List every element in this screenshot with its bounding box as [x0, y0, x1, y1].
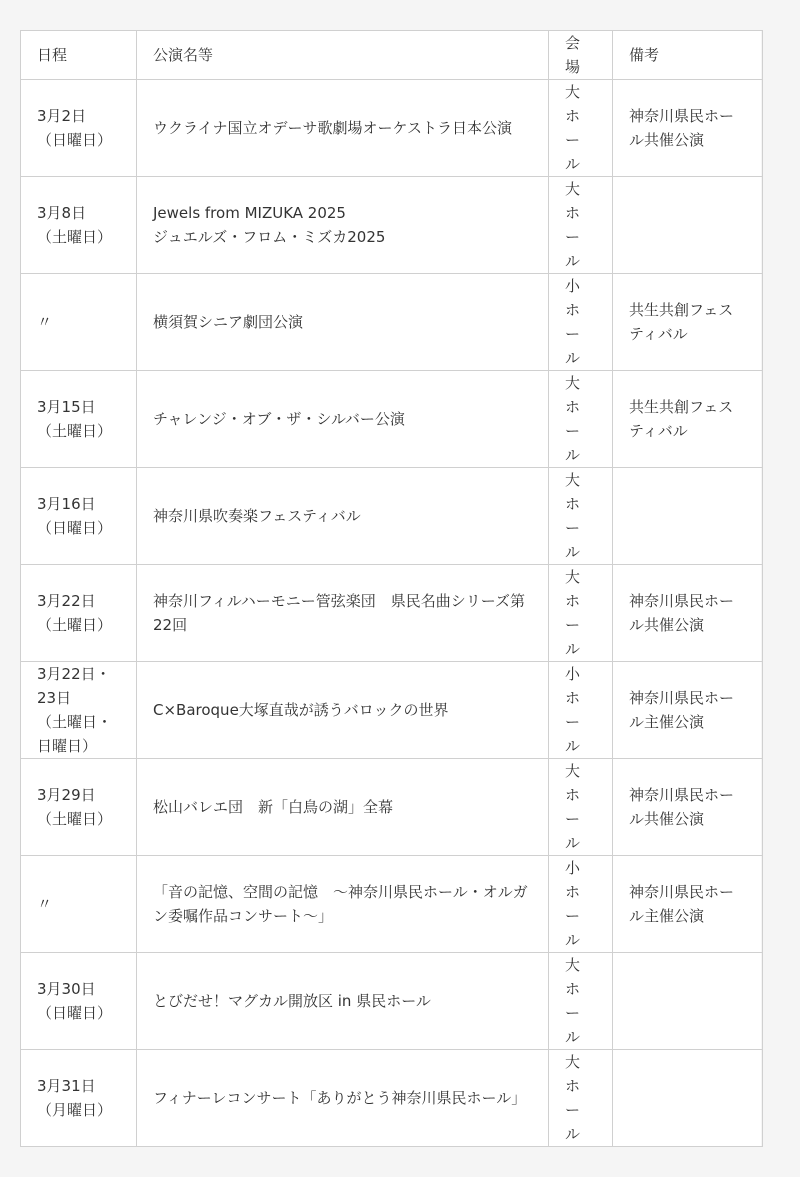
- cell-date: 〃: [37, 313, 53, 331]
- cell-date: 3月8日 （土曜日）: [37, 204, 113, 246]
- cell-notes: 神奈川県民ホール主催公演: [629, 689, 735, 731]
- cell-notes: 神奈川県民ホール共催公演: [629, 592, 735, 634]
- table-row: [21, 856, 763, 953]
- table-row: [21, 662, 763, 759]
- cell-date: 3月22日 （土曜日）: [37, 592, 113, 634]
- cell-venue: 大ホール: [565, 471, 581, 561]
- table-row: [21, 371, 763, 468]
- cell-date: 3月30日 （日曜日）: [37, 980, 113, 1022]
- cell-venue: 小ホール: [565, 665, 581, 755]
- cell-venue: 大ホール: [565, 180, 581, 270]
- cell-date: 3月31日 （月曜日）: [37, 1077, 113, 1119]
- cell-title: 松山バレエ団 新「白鳥の湖」全幕: [153, 798, 394, 816]
- table-row: [21, 953, 763, 1050]
- table-row: [21, 468, 763, 565]
- cell-venue: 大ホール: [565, 762, 581, 852]
- cell-venue: 大ホール: [565, 83, 581, 173]
- cell-venue: 大ホール: [565, 956, 581, 1046]
- cell-title: とびだせ！マグカル開放区 in 県民ホール: [153, 992, 431, 1010]
- cell-venue: 小ホール: [565, 859, 581, 949]
- header-title: 公演名等: [137, 31, 549, 80]
- cell-notes: 神奈川県民ホール主催公演: [629, 883, 735, 925]
- cell-venue: 小ホール: [565, 277, 581, 367]
- cell-date: 〃: [37, 895, 53, 913]
- cell-title: 横須賀シニア劇団公演: [153, 313, 304, 331]
- table-row: [21, 80, 763, 177]
- table-row: [21, 759, 763, 856]
- schedule-table-container: [20, 30, 761, 1147]
- table-row: [21, 274, 763, 371]
- header-venue: [549, 31, 613, 80]
- cell-date: 3月29日 （土曜日）: [37, 786, 113, 828]
- cell-title: 「音の記憶、空間の記憶 〜神奈川県民ホール・オルガン委嘱作品コンサート〜」: [153, 883, 528, 925]
- header-date: 日程: [21, 31, 137, 80]
- table-header-row: [21, 31, 763, 80]
- cell-venue: 大ホール: [565, 1053, 581, 1143]
- cell-venue: 大ホール: [565, 374, 581, 464]
- table-row: [21, 177, 763, 274]
- header-notes: 備考: [613, 31, 763, 80]
- cell-notes: 神奈川県民ホール共催公演: [629, 786, 735, 828]
- header-venue-label: 会場: [565, 34, 581, 76]
- cell-date: 3月15日 （土曜日）: [37, 398, 113, 440]
- cell-venue: 大ホール: [565, 568, 581, 658]
- cell-title: 神奈川県吹奏楽フェスティバル: [153, 507, 361, 525]
- cell-notes: 共生共創フェスティバル: [629, 301, 734, 343]
- table-row: [21, 1050, 763, 1147]
- cell-date: 3月2日 （日曜日）: [37, 107, 113, 149]
- cell-title: チャレンジ・オブ・ザ・シルバー公演: [153, 410, 405, 428]
- cell-notes: 神奈川県民ホール共催公演: [629, 107, 735, 149]
- cell-notes: 共生共創フェスティバル: [629, 398, 734, 440]
- table-row: [21, 565, 763, 662]
- cell-title: 神奈川フィルハーモニー管弦楽団 県民名曲シリーズ第22回: [153, 592, 526, 634]
- cell-date: 3月22日・23日 （土曜日・日曜日）: [37, 665, 113, 755]
- schedule-table: [20, 30, 763, 1147]
- cell-title: フィナーレコンサート「ありがとう神奈川県民ホール」: [153, 1089, 527, 1107]
- cell-title: ウクライナ国立オデーサ歌劇場オーケストラ日本公演: [153, 119, 512, 137]
- cell-title: C×Baroque大塚直哉が誘うバロックの世界: [153, 701, 449, 719]
- cell-title: Jewels from MIZUKA 2025 ジュエルズ・フロム・ミズカ2025: [153, 204, 386, 246]
- cell-date: 3月16日 （日曜日）: [37, 495, 113, 537]
